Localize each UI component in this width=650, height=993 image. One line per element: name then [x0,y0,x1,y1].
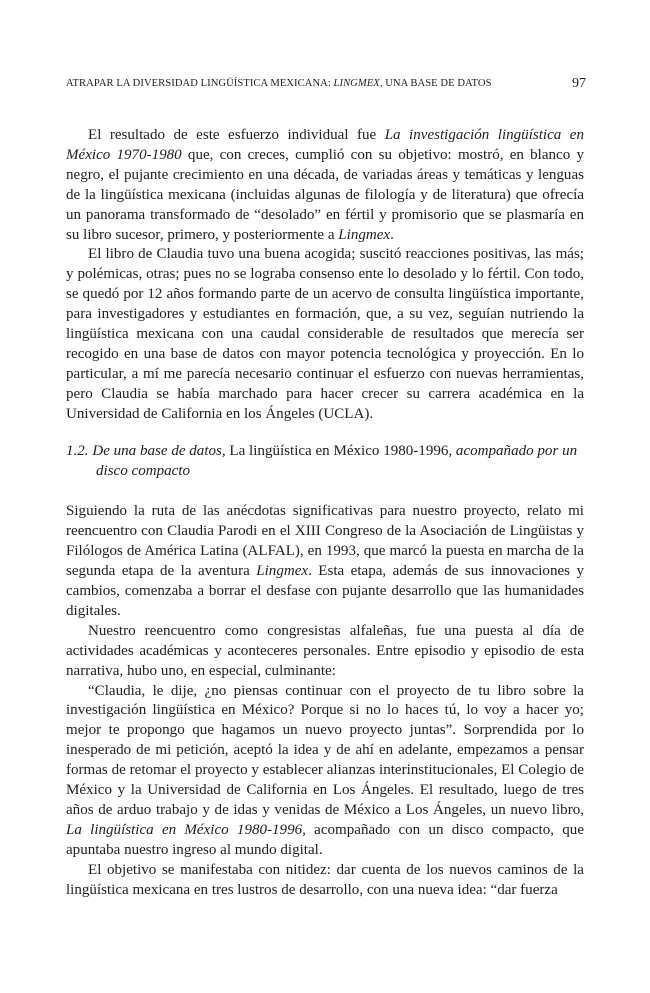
running-title-italic: LINGMEX [333,78,380,89]
paragraph-5: “Claudia, le dije, ¿no piensas continuar con el proyecto de tu libro sobre la investigación lingüística en México? Porque si no lo haces tú, lo voy a hacer yo; mejor te propongo que hagamos un nuevo proyecto juntas”. Sorprendida por lo inesperado de mi petición, aceptó la idea y de ahí en adelante, empezamos a pensar formas de retomar el proyecto y establecer alianzas interinstitucionales, El Colegio de México y la Universidad de California en Los Ángeles. El resultado, luego de tres años de arduo trabajo y de idas y venidas de México a Los Ángeles, un nuevo libro, La lingüística en México 1980-1996, acompañado con un disco compacto, que apuntaba nuestro ingreso al mundo digital. [66,682,585,858]
lingmex-italic: Lingmex [338,226,391,243]
lingmex-italic: Lingmex [256,563,309,580]
paragraph-4: Nuestro reencuentro como congresistas alfaleñas, fue una puesta al día de actividades académicas y aconteceres personales. Entre episodio y episodio de esta narrativa, hubo uno, en especial, culminante: [66,622,584,679]
paragraph-6: El objetivo se manifestaba con nitidez: dar cuenta de los nuevos caminos de la lingüística mexicana en tres lustros de desarrollo, con una nueva idea: “dar fuerza [66,861,584,898]
section-heading-1-2: 1.2. De una base de datos, La lingüística en México 1980-1996, acompañado por un disco compacto [66,442,578,479]
book-title-1970-1980: La investigación lingüística en México 1970-1980 [66,127,584,163]
paragraph-3: Siguiendo la ruta de las anécdotas significativas para nuestro proyecto, relato mi reencuentro con Claudia Parodi en el XIII Congreso de la Asociación de Lingüistas y Filólogos de América Latina (ALFAL), en 1993, que marcó la puesta en marcha de la segunda etapa de la aventura Lingmex. Esta etapa, además de sus innovaciones y cambios, comenzaba a borrar el desfase con pujante desarrollo que las humanidades digitales. [66,503,584,619]
running-title [66,78,492,89]
running-header [66,78,586,89]
book-title-1980-1996: La lingüística en México 1980-1996, [66,821,306,838]
page-number: 97 [572,76,586,91]
paragraph-1: El resultado de este esfuerzo individual fue La investigación lingüística en México 1970-1980 que, con creces, cumplió con su objetivo: mostró, en blanco y negro, el pujante crecimiento en una década, de variadas áreas y temáticas y lenguas de la lingüística mexicana (incluidas algunas de filología y de literatura) que ofrecía un panorama transformado de “desolado” en fértil y promisorio que se plasmaría en su libro sucesor, primero, y posteriormente a Lingmex. [66,127,584,243]
running-title-text: ATRAPAR LA DIVERSIDAD LINGÜÍSTICA MEXICANA: [66,78,334,89]
paragraph-2: El libro de Claudia tuvo una buena acogida; suscitó reacciones positivas, las más; y polémicas, otras; pues no se lograba consenso ente lo desolado y lo fértil. Con todo, se quedó por 12 años formando parte de un acervo de consulta lingüística importante, para investigadores y estudiantes en formación, que, a su vez, seguían nutriendo la lingüística mexicana con una caudal considerable de resultados que merecía ser recogido en una base de datos con mayor potencia tecnológica y proyección. En lo particular, a mí me parecía necesario continuar el esfuerzo con nuevas herramientas, pero Claudia se había marchado para hacer crecer su carrera académica en la Universidad de California en los Ángeles (UCLA). [66,246,584,422]
body-text [66,126,584,901]
running-title-text-end: , UNA BASE DE DATOS [379,78,492,89]
